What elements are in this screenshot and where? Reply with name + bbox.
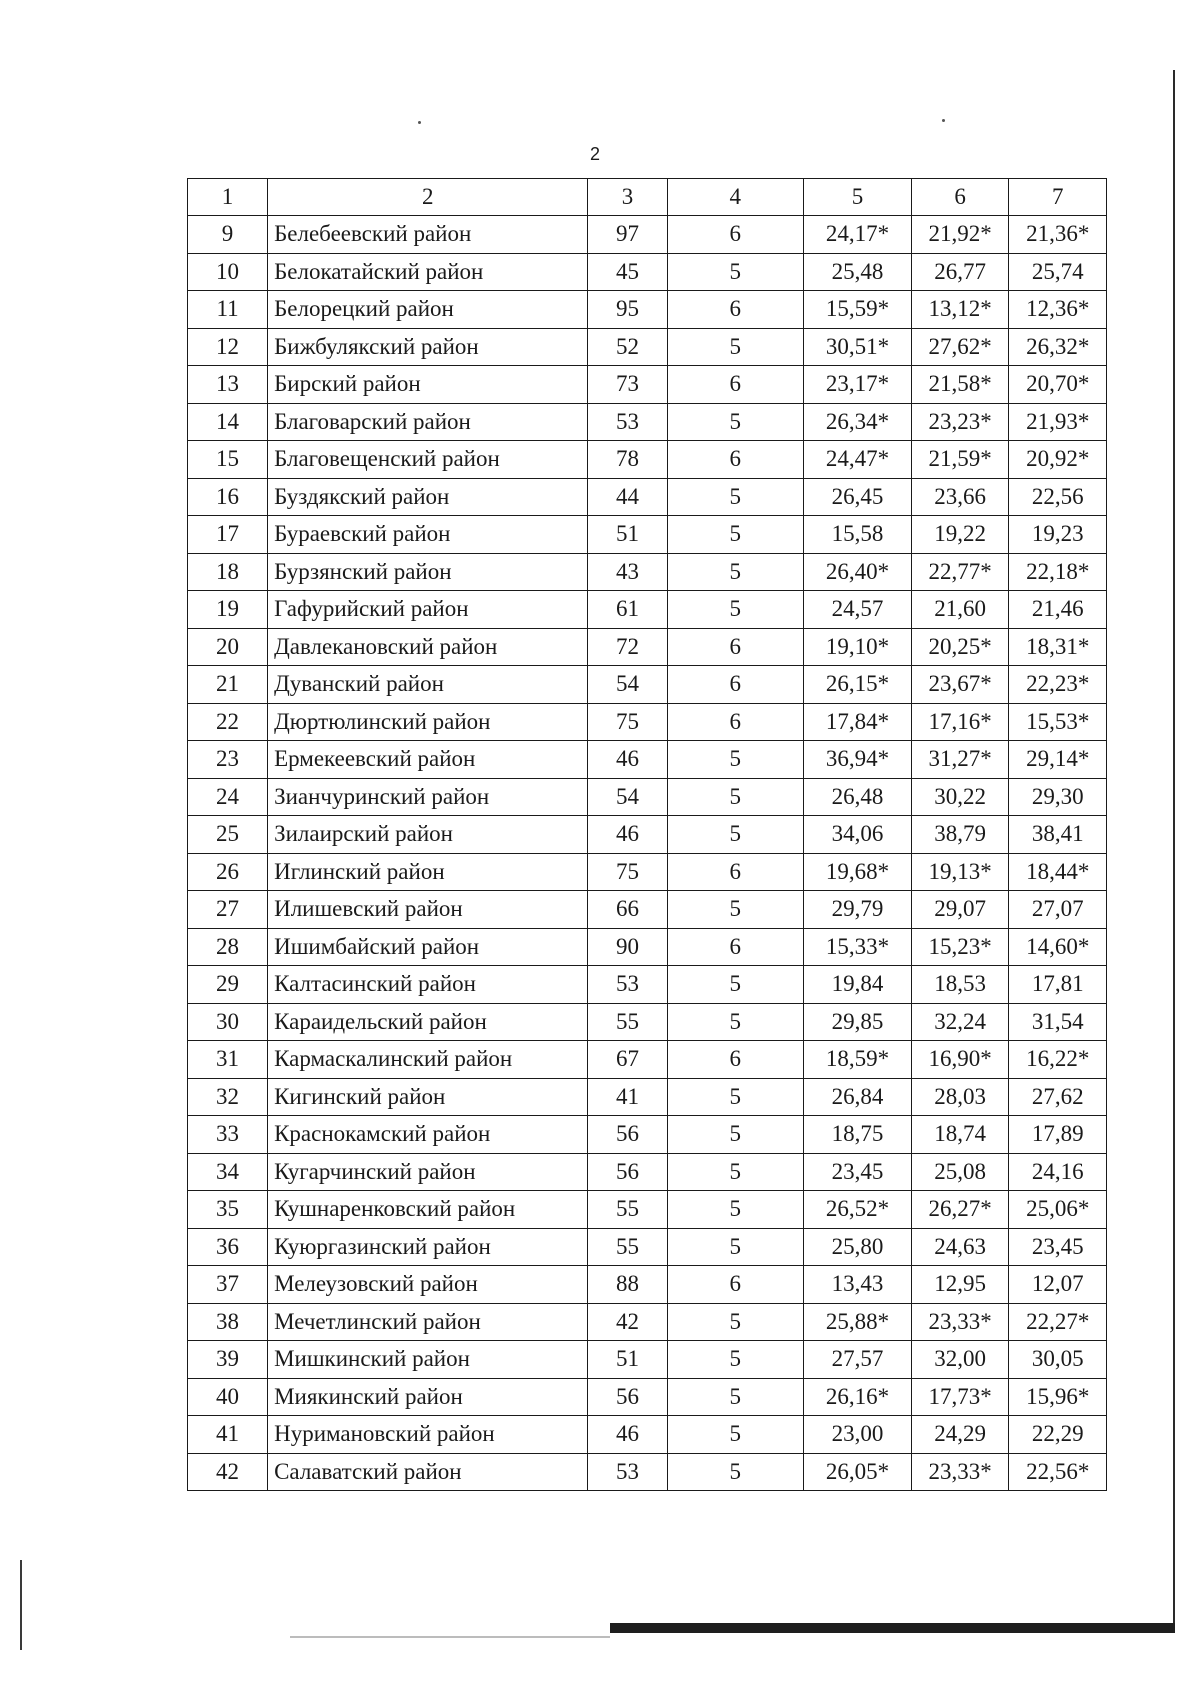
value-cell-5: 19,84 — [804, 966, 912, 1004]
scan-edge-right — [1173, 70, 1175, 1630]
value-cell-4: 6 — [667, 628, 804, 666]
value-cell-6: 18,74 — [911, 1116, 1009, 1154]
value-cell-7: 17,89 — [1009, 1116, 1107, 1154]
value-cell-7: 38,41 — [1009, 816, 1107, 854]
district-name-cell: Иглинский район — [268, 853, 588, 891]
row-number-cell: 28 — [188, 928, 268, 966]
value-cell-4: 5 — [667, 1416, 804, 1454]
value-cell-3: 46 — [588, 816, 667, 854]
value-cell-5: 25,48 — [804, 253, 912, 291]
value-cell-3: 66 — [588, 891, 667, 929]
district-name-cell: Илишевский район — [268, 891, 588, 929]
district-name-cell: Буздякский район — [268, 478, 588, 516]
value-cell-6: 28,03 — [911, 1078, 1009, 1116]
value-cell-5: 26,15* — [804, 666, 912, 704]
value-cell-3: 73 — [588, 366, 667, 404]
district-name-cell: Гафурийский район — [268, 591, 588, 629]
table-row — [188, 853, 1107, 891]
value-cell-6: 24,29 — [911, 1416, 1009, 1454]
value-cell-3: 42 — [588, 1303, 667, 1341]
value-cell-5: 26,52* — [804, 1191, 912, 1229]
district-name-cell: Белорецкий район — [268, 291, 588, 329]
value-cell-5: 26,40* — [804, 553, 912, 591]
row-number-cell: 16 — [188, 478, 268, 516]
value-cell-6: 20,25* — [911, 628, 1009, 666]
value-cell-6: 30,22 — [911, 778, 1009, 816]
value-cell-5: 23,45 — [804, 1153, 912, 1191]
value-cell-5: 23,00 — [804, 1416, 912, 1454]
value-cell-4: 5 — [667, 403, 804, 441]
value-cell-6: 21,60 — [911, 591, 1009, 629]
value-cell-7: 27,07 — [1009, 891, 1107, 929]
value-cell-7: 24,16 — [1009, 1153, 1107, 1191]
value-cell-6: 26,77 — [911, 253, 1009, 291]
value-cell-3: 97 — [588, 216, 667, 254]
value-cell-3: 67 — [588, 1041, 667, 1079]
value-cell-4: 5 — [667, 816, 804, 854]
table-row — [188, 1116, 1107, 1154]
table-row — [188, 1153, 1107, 1191]
value-cell-4: 5 — [667, 1003, 804, 1041]
value-cell-5: 15,58 — [804, 516, 912, 554]
value-cell-7: 31,54 — [1009, 1003, 1107, 1041]
district-name-cell: Белебеевский район — [268, 216, 588, 254]
value-cell-6: 23,23* — [911, 403, 1009, 441]
district-name-cell: Ишимбайский район — [268, 928, 588, 966]
table-row — [188, 403, 1107, 441]
value-cell-5: 26,48 — [804, 778, 912, 816]
row-number-cell: 33 — [188, 1116, 268, 1154]
value-cell-6: 12,95 — [911, 1266, 1009, 1304]
row-number-cell: 26 — [188, 853, 268, 891]
value-cell-7: 20,70* — [1009, 366, 1107, 404]
value-cell-5: 15,59* — [804, 291, 912, 329]
value-cell-3: 46 — [588, 1416, 667, 1454]
value-cell-4: 5 — [667, 1078, 804, 1116]
value-cell-7: 22,18* — [1009, 553, 1107, 591]
table-row — [188, 628, 1107, 666]
value-cell-4: 5 — [667, 553, 804, 591]
value-cell-6: 22,77* — [911, 553, 1009, 591]
value-cell-4: 6 — [667, 366, 804, 404]
row-number-cell: 37 — [188, 1266, 268, 1304]
value-cell-7: 22,23* — [1009, 666, 1107, 704]
value-cell-3: 61 — [588, 591, 667, 629]
district-name-cell: Кигинский район — [268, 1078, 588, 1116]
value-cell-4: 5 — [667, 891, 804, 929]
value-cell-5: 29,79 — [804, 891, 912, 929]
table-row — [188, 1416, 1107, 1454]
value-cell-6: 23,66 — [911, 478, 1009, 516]
value-cell-7: 18,44* — [1009, 853, 1107, 891]
row-number-cell: 14 — [188, 403, 268, 441]
table-header-row — [188, 179, 1107, 216]
district-name-cell: Белокатайский район — [268, 253, 588, 291]
value-cell-5: 17,84* — [804, 703, 912, 741]
value-cell-7: 25,74 — [1009, 253, 1107, 291]
row-number-cell: 42 — [188, 1453, 268, 1491]
district-name-cell: Бураевский район — [268, 516, 588, 554]
table-row — [188, 816, 1107, 854]
header-cell: 5 — [804, 179, 912, 216]
value-cell-3: 56 — [588, 1378, 667, 1416]
value-cell-6: 23,33* — [911, 1303, 1009, 1341]
table-row — [188, 591, 1107, 629]
row-number-cell: 25 — [188, 816, 268, 854]
table-row — [188, 328, 1107, 366]
value-cell-6: 13,12* — [911, 291, 1009, 329]
value-cell-3: 52 — [588, 328, 667, 366]
value-cell-4: 5 — [667, 966, 804, 1004]
table-row — [188, 1228, 1107, 1266]
table-row — [188, 1191, 1107, 1229]
value-cell-5: 36,94* — [804, 741, 912, 779]
row-number-cell: 18 — [188, 553, 268, 591]
district-name-cell: Зилаирский район — [268, 816, 588, 854]
value-cell-5: 25,88* — [804, 1303, 912, 1341]
value-cell-7: 22,29 — [1009, 1416, 1107, 1454]
value-cell-5: 26,84 — [804, 1078, 912, 1116]
row-number-cell: 23 — [188, 741, 268, 779]
row-number-cell: 17 — [188, 516, 268, 554]
value-cell-4: 6 — [667, 666, 804, 704]
value-cell-4: 5 — [667, 253, 804, 291]
value-cell-6: 19,13* — [911, 853, 1009, 891]
value-cell-4: 6 — [667, 216, 804, 254]
value-cell-6: 21,59* — [911, 441, 1009, 479]
district-name-cell: Зианчуринский район — [268, 778, 588, 816]
value-cell-4: 5 — [667, 778, 804, 816]
value-cell-5: 26,05* — [804, 1453, 912, 1491]
value-cell-6: 26,27* — [911, 1191, 1009, 1229]
header-cell: 4 — [667, 179, 804, 216]
value-cell-3: 75 — [588, 853, 667, 891]
scan-speck — [418, 121, 421, 124]
district-name-cell: Краснокамский район — [268, 1116, 588, 1154]
value-cell-5: 24,47* — [804, 441, 912, 479]
value-cell-5: 30,51* — [804, 328, 912, 366]
value-cell-7: 18,31* — [1009, 628, 1107, 666]
value-cell-7: 21,36* — [1009, 216, 1107, 254]
scan-bottom-bar — [610, 1623, 1175, 1633]
row-number-cell: 40 — [188, 1378, 268, 1416]
value-cell-4: 6 — [667, 703, 804, 741]
header-cell: 2 — [268, 179, 588, 216]
scan-edge-left — [20, 1560, 22, 1650]
scan-bottom-line — [290, 1636, 610, 1638]
table-row — [188, 741, 1107, 779]
table-row — [188, 441, 1107, 479]
district-name-cell: Салаватский район — [268, 1453, 588, 1491]
value-cell-7: 14,60* — [1009, 928, 1107, 966]
value-cell-6: 21,58* — [911, 366, 1009, 404]
value-cell-7: 22,27* — [1009, 1303, 1107, 1341]
value-cell-4: 5 — [667, 1228, 804, 1266]
value-cell-5: 27,57 — [804, 1341, 912, 1379]
value-cell-5: 26,34* — [804, 403, 912, 441]
value-cell-7: 27,62 — [1009, 1078, 1107, 1116]
table-row — [188, 778, 1107, 816]
district-name-cell: Давлекановский район — [268, 628, 588, 666]
value-cell-4: 5 — [667, 1341, 804, 1379]
value-cell-4: 5 — [667, 478, 804, 516]
table-row — [188, 516, 1107, 554]
table-row — [188, 553, 1107, 591]
table-row — [188, 1453, 1107, 1491]
value-cell-6: 18,53 — [911, 966, 1009, 1004]
value-cell-3: 53 — [588, 403, 667, 441]
value-cell-4: 5 — [667, 328, 804, 366]
row-number-cell: 21 — [188, 666, 268, 704]
value-cell-4: 5 — [667, 1303, 804, 1341]
value-cell-4: 5 — [667, 1191, 804, 1229]
table-row — [188, 1266, 1107, 1304]
value-cell-3: 54 — [588, 778, 667, 816]
district-name-cell: Кармаскалинский район — [268, 1041, 588, 1079]
row-number-cell: 19 — [188, 591, 268, 629]
table-row — [188, 1341, 1107, 1379]
value-cell-7: 26,32* — [1009, 328, 1107, 366]
row-number-cell: 20 — [188, 628, 268, 666]
row-number-cell: 9 — [188, 216, 268, 254]
value-cell-7: 15,53* — [1009, 703, 1107, 741]
value-cell-5: 24,57 — [804, 591, 912, 629]
table-row — [188, 1303, 1107, 1341]
table-row — [188, 1003, 1107, 1041]
value-cell-7: 22,56* — [1009, 1453, 1107, 1491]
value-cell-7: 29,30 — [1009, 778, 1107, 816]
row-number-cell: 12 — [188, 328, 268, 366]
value-cell-5: 34,06 — [804, 816, 912, 854]
value-cell-5: 15,33* — [804, 928, 912, 966]
value-cell-3: 78 — [588, 441, 667, 479]
row-number-cell: 11 — [188, 291, 268, 329]
district-name-cell: Мечетлинский район — [268, 1303, 588, 1341]
value-cell-3: 53 — [588, 1453, 667, 1491]
value-cell-5: 18,75 — [804, 1116, 912, 1154]
district-name-cell: Куюргазинский район — [268, 1228, 588, 1266]
value-cell-4: 6 — [667, 928, 804, 966]
row-number-cell: 41 — [188, 1416, 268, 1454]
table-row — [188, 366, 1107, 404]
value-cell-5: 19,10* — [804, 628, 912, 666]
value-cell-6: 25,08 — [911, 1153, 1009, 1191]
value-cell-6: 27,62* — [911, 328, 1009, 366]
value-cell-6: 15,23* — [911, 928, 1009, 966]
row-number-cell: 10 — [188, 253, 268, 291]
value-cell-3: 88 — [588, 1266, 667, 1304]
row-number-cell: 39 — [188, 1341, 268, 1379]
row-number-cell: 30 — [188, 1003, 268, 1041]
table-body — [188, 179, 1107, 1491]
value-cell-5: 26,45 — [804, 478, 912, 516]
value-cell-5: 18,59* — [804, 1041, 912, 1079]
value-cell-7: 12,07 — [1009, 1266, 1107, 1304]
row-number-cell: 13 — [188, 366, 268, 404]
table-row — [188, 928, 1107, 966]
table-row — [188, 253, 1107, 291]
value-cell-3: 75 — [588, 703, 667, 741]
value-cell-4: 5 — [667, 1378, 804, 1416]
value-cell-7: 20,92* — [1009, 441, 1107, 479]
value-cell-3: 44 — [588, 478, 667, 516]
header-cell: 6 — [911, 179, 1009, 216]
value-cell-7: 12,36* — [1009, 291, 1107, 329]
row-number-cell: 36 — [188, 1228, 268, 1266]
value-cell-6: 29,07 — [911, 891, 1009, 929]
district-name-cell: Бирский район — [268, 366, 588, 404]
district-name-cell: Дуванский район — [268, 666, 588, 704]
value-cell-3: 72 — [588, 628, 667, 666]
row-number-cell: 34 — [188, 1153, 268, 1191]
district-name-cell: Миякинский район — [268, 1378, 588, 1416]
value-cell-5: 19,68* — [804, 853, 912, 891]
value-cell-3: 95 — [588, 291, 667, 329]
row-number-cell: 31 — [188, 1041, 268, 1079]
value-cell-4: 6 — [667, 441, 804, 479]
value-cell-3: 41 — [588, 1078, 667, 1116]
value-cell-6: 21,92* — [911, 216, 1009, 254]
district-name-cell: Калтасинский район — [268, 966, 588, 1004]
value-cell-7: 22,56 — [1009, 478, 1107, 516]
district-name-cell: Ермекеевский район — [268, 741, 588, 779]
value-cell-6: 17,16* — [911, 703, 1009, 741]
table-row — [188, 216, 1107, 254]
value-cell-3: 51 — [588, 516, 667, 554]
table-row — [188, 666, 1107, 704]
value-cell-6: 19,22 — [911, 516, 1009, 554]
district-name-cell: Нуримановский район — [268, 1416, 588, 1454]
district-name-cell: Дюртюлинский район — [268, 703, 588, 741]
value-cell-7: 17,81 — [1009, 966, 1107, 1004]
row-number-cell: 15 — [188, 441, 268, 479]
value-cell-7: 16,22* — [1009, 1041, 1107, 1079]
table-row — [188, 1378, 1107, 1416]
row-number-cell: 22 — [188, 703, 268, 741]
value-cell-7: 21,46 — [1009, 591, 1107, 629]
value-cell-3: 55 — [588, 1191, 667, 1229]
district-name-cell: Мелеузовский район — [268, 1266, 588, 1304]
value-cell-5: 29,85 — [804, 1003, 912, 1041]
value-cell-3: 45 — [588, 253, 667, 291]
value-cell-6: 17,73* — [911, 1378, 1009, 1416]
row-number-cell: 32 — [188, 1078, 268, 1116]
value-cell-4: 6 — [667, 853, 804, 891]
table-row — [188, 703, 1107, 741]
header-cell: 7 — [1009, 179, 1107, 216]
value-cell-3: 55 — [588, 1228, 667, 1266]
value-cell-3: 43 — [588, 553, 667, 591]
value-cell-7: 30,05 — [1009, 1341, 1107, 1379]
value-cell-5: 25,80 — [804, 1228, 912, 1266]
value-cell-3: 55 — [588, 1003, 667, 1041]
value-cell-4: 6 — [667, 291, 804, 329]
value-cell-7: 19,23 — [1009, 516, 1107, 554]
value-cell-3: 56 — [588, 1153, 667, 1191]
districts-table — [187, 178, 1107, 1491]
value-cell-6: 24,63 — [911, 1228, 1009, 1266]
value-cell-5: 13,43 — [804, 1266, 912, 1304]
value-cell-4: 5 — [667, 741, 804, 779]
value-cell-7: 25,06* — [1009, 1191, 1107, 1229]
value-cell-3: 54 — [588, 666, 667, 704]
district-name-cell: Мишкинский район — [268, 1341, 588, 1379]
value-cell-6: 32,00 — [911, 1341, 1009, 1379]
header-cell: 1 — [188, 179, 268, 216]
value-cell-3: 90 — [588, 928, 667, 966]
value-cell-7: 15,96* — [1009, 1378, 1107, 1416]
district-name-cell: Благоварский район — [268, 403, 588, 441]
value-cell-6: 23,67* — [911, 666, 1009, 704]
value-cell-6: 31,27* — [911, 741, 1009, 779]
value-cell-3: 51 — [588, 1341, 667, 1379]
value-cell-3: 53 — [588, 966, 667, 1004]
district-name-cell: Кушнаренковский район — [268, 1191, 588, 1229]
table-row — [188, 1041, 1107, 1079]
value-cell-4: 5 — [667, 1153, 804, 1191]
value-cell-3: 56 — [588, 1116, 667, 1154]
value-cell-5: 24,17* — [804, 216, 912, 254]
value-cell-4: 5 — [667, 1453, 804, 1491]
value-cell-5: 23,17* — [804, 366, 912, 404]
value-cell-6: 32,24 — [911, 1003, 1009, 1041]
page-number: 2 — [590, 144, 601, 164]
table-row — [188, 891, 1107, 929]
value-cell-4: 6 — [667, 1266, 804, 1304]
value-cell-6: 38,79 — [911, 816, 1009, 854]
row-number-cell: 35 — [188, 1191, 268, 1229]
value-cell-6: 16,90* — [911, 1041, 1009, 1079]
table-row — [188, 478, 1107, 516]
scan-speck — [942, 119, 945, 122]
row-number-cell: 38 — [188, 1303, 268, 1341]
value-cell-4: 6 — [667, 1041, 804, 1079]
header-cell: 3 — [588, 179, 667, 216]
value-cell-7: 29,14* — [1009, 741, 1107, 779]
table-row — [188, 291, 1107, 329]
table-row — [188, 966, 1107, 1004]
table-row — [188, 1078, 1107, 1116]
value-cell-7: 21,93* — [1009, 403, 1107, 441]
value-cell-3: 46 — [588, 741, 667, 779]
district-name-cell: Караидельский район — [268, 1003, 588, 1041]
value-cell-4: 5 — [667, 516, 804, 554]
row-number-cell: 27 — [188, 891, 268, 929]
district-name-cell: Бурзянский район — [268, 553, 588, 591]
district-name-cell: Бижбулякский район — [268, 328, 588, 366]
district-name-cell: Кугарчинский район — [268, 1153, 588, 1191]
value-cell-5: 26,16* — [804, 1378, 912, 1416]
district-name-cell: Благовещенский район — [268, 441, 588, 479]
value-cell-4: 5 — [667, 1116, 804, 1154]
row-number-cell: 24 — [188, 778, 268, 816]
row-number-cell: 29 — [188, 966, 268, 1004]
value-cell-6: 23,33* — [911, 1453, 1009, 1491]
value-cell-7: 23,45 — [1009, 1228, 1107, 1266]
value-cell-4: 5 — [667, 591, 804, 629]
